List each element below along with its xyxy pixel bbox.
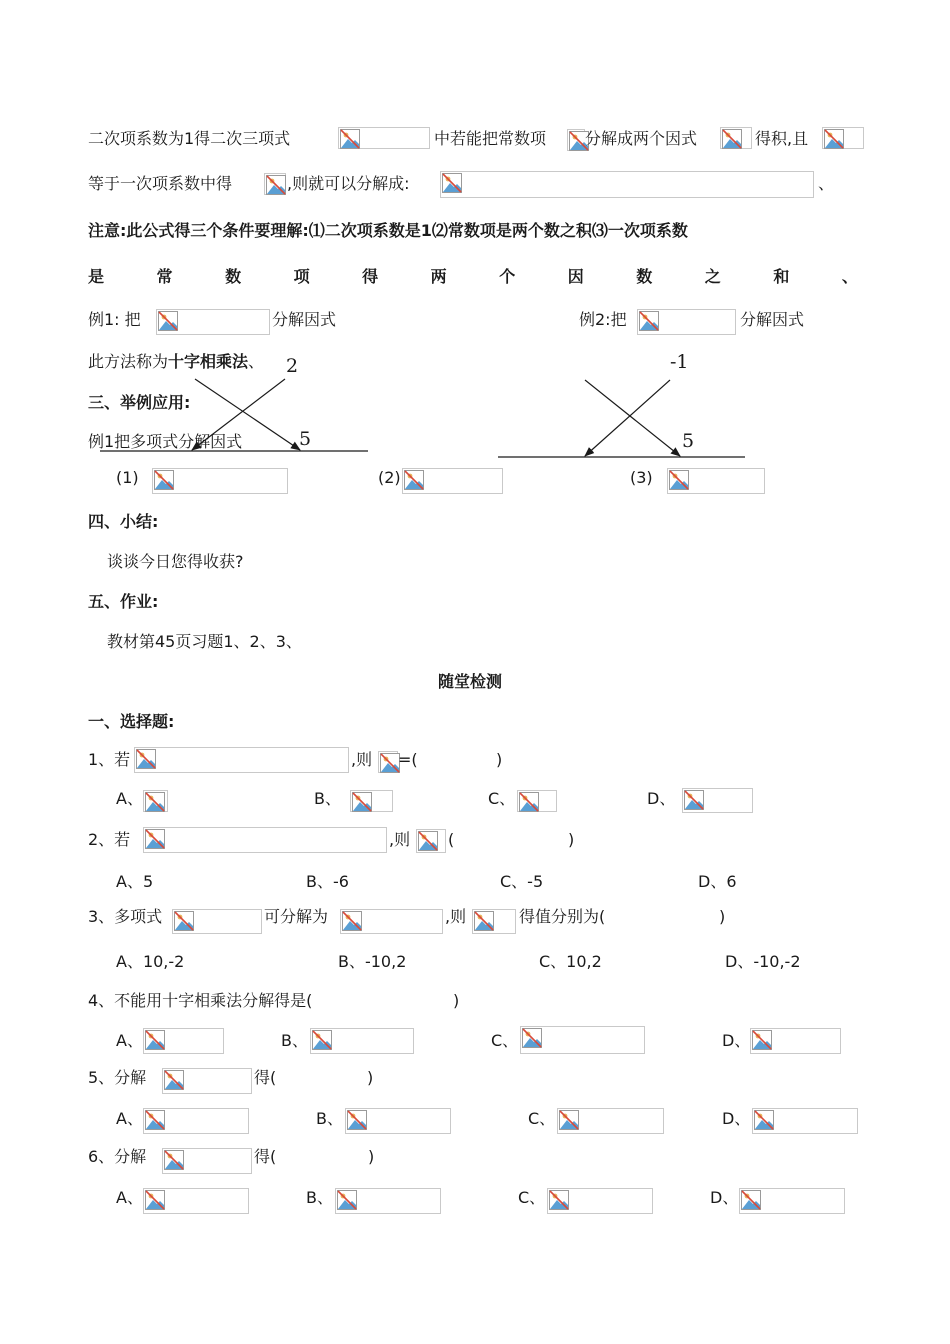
- question-text: 3、多项式: [88, 907, 163, 926]
- question-text: ): [496, 750, 503, 769]
- formula-image: [143, 827, 387, 853]
- cross-diagram-2: [498, 380, 745, 457]
- question-text: 2、若: [88, 830, 131, 849]
- question-text: ,则: [351, 750, 373, 769]
- option-label[interactable]: D、-10,-2: [725, 952, 801, 971]
- cross-number: 5: [299, 428, 312, 450]
- question-text: ): [719, 907, 726, 926]
- section-heading: 三、举例应用:: [88, 393, 191, 412]
- formula-image: [335, 1188, 441, 1214]
- formula-image: [162, 1068, 252, 1094]
- question-text: 6、分解: [88, 1147, 147, 1166]
- formula-image: [682, 788, 753, 813]
- section-text: 教材第45页习题1、2、3、: [107, 632, 302, 651]
- option-label[interactable]: B、-10,2: [338, 952, 407, 971]
- quiz-heading: 一、选择题:: [88, 712, 175, 731]
- formula-image: [667, 468, 765, 494]
- option-label[interactable]: C、: [518, 1188, 546, 1207]
- note-char: 常: [156, 267, 173, 286]
- formula-image: [472, 909, 516, 934]
- formula-image: [143, 1188, 249, 1214]
- formula-image: [547, 1188, 653, 1214]
- option-label[interactable]: A、5: [116, 872, 154, 891]
- option-label[interactable]: D、: [722, 1031, 751, 1050]
- formula-image: [750, 1028, 841, 1054]
- option-label[interactable]: D、6: [698, 872, 737, 891]
- question-text: (: [448, 830, 455, 849]
- formula-image: [172, 909, 262, 934]
- question-text: 得(: [254, 1147, 277, 1166]
- formula-image: [416, 829, 446, 853]
- formula-image: [520, 1026, 645, 1054]
- question-text: ): [453, 991, 460, 1010]
- section-heading: 四、小结:: [88, 512, 159, 531]
- note-line: 注意:此公式得三个条件要理解:⑴二次项系数是1⑵常数项是两个数之积⑶一次项系数: [88, 221, 688, 240]
- note-char: 和: [773, 267, 790, 286]
- option-label[interactable]: A、: [116, 1109, 143, 1128]
- cross-number: 2: [286, 355, 299, 377]
- option-label[interactable]: B、: [306, 1188, 333, 1207]
- cross-number: -1: [670, 351, 689, 373]
- option-label[interactable]: A、10,-2: [116, 952, 185, 971]
- cross-number: 5: [682, 430, 695, 452]
- note-char: 是: [88, 267, 105, 286]
- example-text: 分解因式: [740, 310, 805, 329]
- option-label[interactable]: D、: [722, 1109, 751, 1128]
- formula-image: [143, 1028, 224, 1054]
- note-char: 之: [704, 267, 721, 286]
- intro-text: 中若能把常数项: [434, 129, 547, 148]
- option-label[interactable]: A、: [116, 789, 143, 808]
- option-label[interactable]: B、: [316, 1109, 343, 1128]
- note-char: 数: [225, 267, 242, 286]
- method-text: 此方法称为十字相乘法、: [88, 352, 265, 371]
- section-heading: 五、作业:: [88, 592, 159, 611]
- option-label[interactable]: C、: [528, 1109, 556, 1128]
- formula-image: [340, 909, 443, 934]
- note-char: 项: [293, 267, 310, 286]
- formula-image: [402, 468, 503, 494]
- note-char: 个: [499, 267, 516, 286]
- option-label[interactable]: C、10,2: [539, 952, 602, 971]
- example-text: 分解因式: [272, 310, 337, 329]
- intro-text: 、: [818, 174, 835, 193]
- question-text: ): [568, 830, 575, 849]
- formula-image: [350, 790, 393, 812]
- question-text: =(: [398, 750, 418, 769]
- intro-text: 等于一次项系数中得: [88, 174, 233, 193]
- formula-image: [310, 1028, 414, 1054]
- option-label[interactable]: B、-6: [306, 872, 349, 891]
- formula-image: [739, 1188, 845, 1214]
- quiz-title: 随堂检测: [438, 672, 503, 691]
- formula-image: [152, 468, 288, 494]
- intro-text: ,则就可以分解成:: [287, 174, 410, 193]
- note-char: 、: [841, 267, 858, 286]
- formula-image: [378, 751, 398, 773]
- note-char: 数: [636, 267, 653, 286]
- option-label[interactable]: D、: [647, 789, 676, 808]
- question-text: ): [368, 1147, 375, 1166]
- intro-text: 分解成两个因式: [585, 129, 698, 148]
- option-label[interactable]: B、: [314, 789, 341, 808]
- formula-image: [557, 1108, 664, 1134]
- note-char: 得: [362, 267, 379, 286]
- formula-image: [162, 1148, 252, 1174]
- formula-image: [517, 790, 557, 812]
- formula-image: [345, 1108, 451, 1134]
- formula-image: [752, 1108, 858, 1134]
- formula-image: [134, 747, 349, 773]
- question-text: 得(: [254, 1068, 277, 1087]
- option-label[interactable]: A、: [116, 1031, 143, 1050]
- option-label[interactable]: C、-5: [500, 872, 544, 891]
- formula-image: [143, 790, 168, 812]
- cross-arrow: [585, 380, 670, 456]
- question-text: 4、不能用十字相乘法分解得是(: [88, 991, 313, 1010]
- cross-arrow: [585, 380, 680, 456]
- question-text: 可分解为: [264, 907, 329, 926]
- part-label: (3): [630, 468, 653, 487]
- option-label[interactable]: C、: [488, 789, 516, 808]
- question-text: ): [367, 1068, 374, 1087]
- question-text: ,则: [445, 907, 467, 926]
- option-label[interactable]: B、: [281, 1031, 308, 1050]
- option-label[interactable]: A、: [116, 1188, 143, 1207]
- note-char: 因: [567, 267, 584, 286]
- option-label[interactable]: D、: [710, 1188, 739, 1207]
- part-label: (2): [378, 468, 401, 487]
- intro-text: 二次项系数为1得二次三项式: [88, 129, 291, 148]
- section-text: 谈谈今日您得收获?: [107, 552, 244, 571]
- example-text: 例1把多项式分解因式: [88, 432, 243, 451]
- question-text: 5、分解: [88, 1068, 147, 1087]
- question-text: 得值分别为(: [519, 907, 606, 926]
- formula-image: [143, 1108, 249, 1134]
- example-text: 例2:把: [579, 310, 627, 329]
- part-label: (1): [116, 468, 139, 487]
- example-text: 例1: 把: [88, 310, 141, 329]
- option-label[interactable]: C、: [491, 1031, 519, 1050]
- note-char: 两: [430, 267, 447, 286]
- question-text: 1、若: [88, 750, 131, 769]
- question-text: ,则: [389, 830, 411, 849]
- intro-text: 得积,且: [755, 129, 809, 148]
